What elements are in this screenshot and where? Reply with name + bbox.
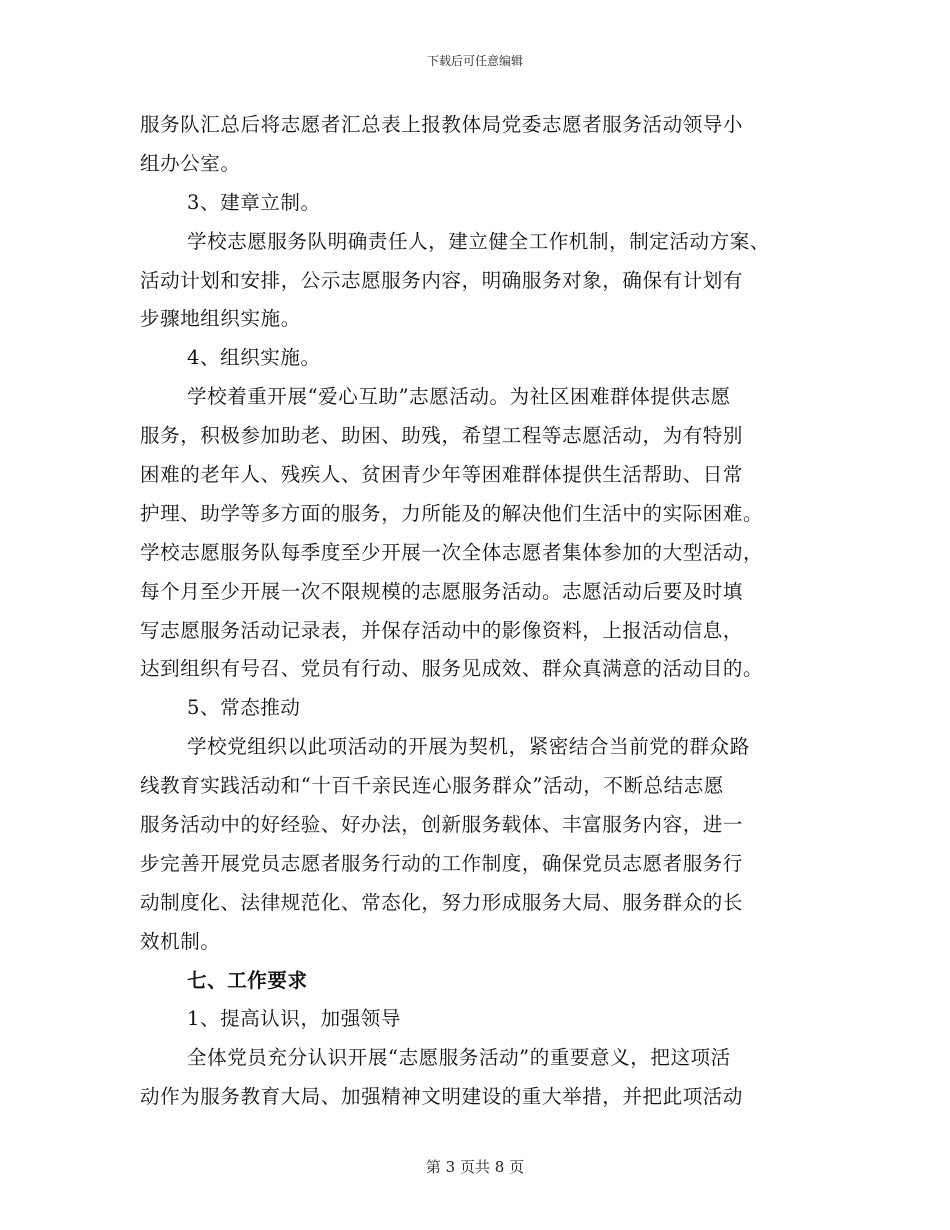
text-line: 1、提高认识，加强领导	[187, 1007, 402, 1031]
text-line: 5、常态推动	[187, 696, 301, 720]
text-line: 步骤地组织实施。	[140, 307, 301, 331]
text-line: 动制度化、法律规范化、常态化，努力形成服务大局、服务群众的长	[140, 890, 744, 914]
text-line: 4、组织实施。	[187, 346, 321, 370]
section-heading: 七、工作要求	[187, 968, 308, 992]
text-line: 组办公室。	[140, 151, 241, 175]
text-line: 活动计划和安排，公示志愿服务内容，明确服务对象，确保有计划有	[140, 268, 744, 292]
text-line: 服务队汇总后将志愿者汇总表上报教体局党委志愿者服务活动领导小	[140, 113, 744, 136]
text-line: 学校志愿服务队明确责任人，建立健全工作机制，制定活动方案、	[187, 229, 770, 253]
text-line: 困难的老年人、残疾人、贫困青少年等困难群体提供生活帮助、日常	[140, 463, 744, 487]
text-line: 步完善开展党员志愿者服务行动的工作制度，确保党员志愿者服务行	[140, 851, 744, 875]
text-line: 3、建章立制。	[187, 190, 321, 214]
text-line: 效机制。	[140, 929, 221, 953]
text-line: 学校志愿服务队每季度至少开展一次全体志愿者集体参加的大型活动，	[140, 540, 764, 564]
text-line: 全体党员充分认识开展“志愿服务活动”的重要意义，把这项活	[187, 1046, 731, 1070]
text-line: 线教育实践活动和“十百千亲民连心服务群众”活动，不断总结志愿	[140, 774, 724, 798]
page-header: 下载后可任意编辑	[426, 54, 523, 68]
text-line: 学校党组织以此项活动的开展为契机，紧密结合当前党的群众路	[187, 735, 750, 759]
page-footer: 第 3 页共 8 页	[425, 1158, 525, 1176]
text-line: 护理、助学等多方面的服务，力所能及的解决他们生活中的实际困难。	[140, 501, 764, 525]
text-line: 达到组织有号召、党员有行动、服务见成效、群众真满意的活动目的。	[140, 657, 764, 681]
text-line: 学校着重开展“爱心互助”志愿活动。为社区困难群体提供志愿	[187, 385, 731, 409]
text-line: 服务，积极参加助老、助困、助残，希望工程等志愿活动，为有特别	[140, 424, 744, 448]
text-line: 服务活动中的好经验、好办法，创新服务载体、丰富服务内容，进一	[140, 813, 744, 837]
text-line: 动作为服务教育大局、加强精神文明建设的重大举措，并把此项活动	[140, 1085, 744, 1109]
document-body	[140, 106, 820, 1117]
text-line: 写志愿服务活动记录表，并保存活动中的影像资料，上报活动信息，	[140, 618, 744, 642]
text-line: 每个月至少开展一次不限规模的志愿服务活动。志愿活动后要及时填	[140, 579, 744, 603]
